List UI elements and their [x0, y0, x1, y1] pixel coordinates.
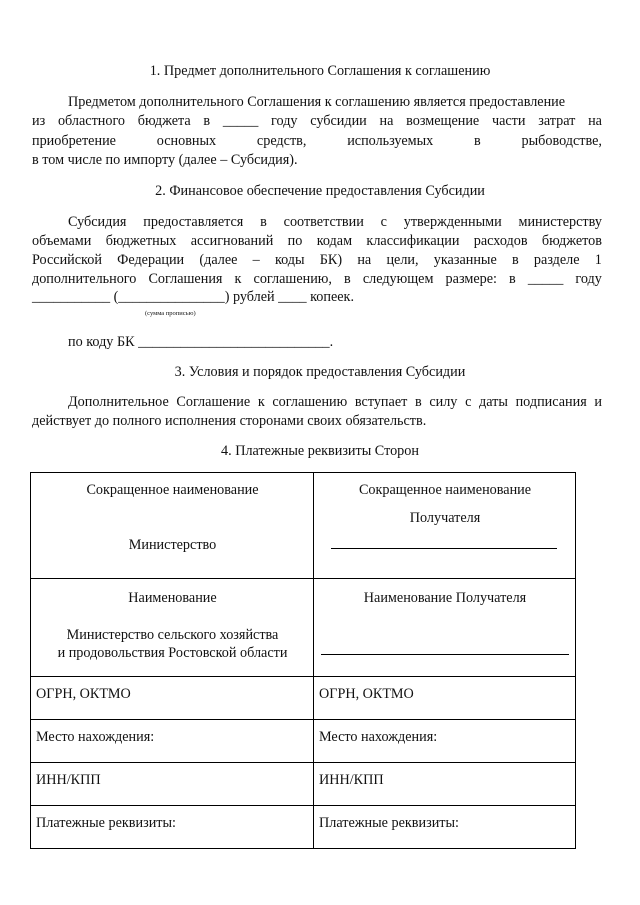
section-2-paragraph-line-1	[68, 213, 602, 231]
word: кодам	[316, 233, 353, 249]
word: в	[344, 271, 351, 287]
word: субсидии	[310, 113, 367, 129]
name-value-line-1: Министерство сельского хозяйства	[66, 627, 279, 643]
word: –	[252, 252, 260, 268]
word: Российской	[32, 252, 102, 268]
recipient-short-name-label: Сокращенное наименование	[358, 482, 532, 498]
section-3-heading: 3. Условия и порядок предоставления Субсидии	[174, 364, 466, 380]
word: по	[287, 233, 303, 249]
payment-details-table	[30, 472, 576, 849]
word: БК)	[319, 252, 343, 268]
section-3-paragraph-line-2: действует до полного исполнения сторонами своих обязательств.	[32, 413, 427, 429]
word: году	[575, 271, 602, 287]
table-row	[31, 763, 576, 806]
section-2-paragraph-line-2	[32, 232, 602, 250]
table-cell-right-name	[314, 579, 576, 677]
word: в	[260, 214, 267, 230]
table-row	[31, 579, 576, 677]
table-row	[31, 806, 576, 849]
word: Соглашение	[176, 394, 251, 410]
word: даты	[479, 394, 508, 410]
word: ассигнований	[190, 233, 274, 249]
word: в	[512, 252, 519, 268]
section-1-paragraph-line-1: Предметом дополнительного Соглашения к соглашению является предоставление	[68, 94, 566, 110]
word: средств,	[256, 133, 307, 149]
location-label-left: Место нахождения:	[36, 729, 155, 745]
word: дополнительного	[32, 271, 137, 287]
section-2-amount-line: ___________ (_______________) рублей ____ копеек.	[32, 289, 354, 305]
word: основных	[156, 133, 217, 149]
word: утвержденными	[403, 214, 502, 230]
word: бюджетных	[105, 233, 177, 249]
recipient-short-name-label-2: Получателя	[409, 510, 481, 526]
word: части	[491, 113, 526, 129]
amount-in-words-note: (сумма прописью)	[145, 310, 196, 317]
name-label: Наименование	[128, 590, 217, 606]
word: в	[203, 113, 211, 129]
section-1-paragraph-line-3	[32, 132, 602, 150]
word: расходов	[473, 233, 528, 249]
table-row	[31, 720, 576, 763]
word: соглашению,	[253, 271, 332, 287]
table-cell-left-name	[31, 579, 314, 677]
word: соответствии	[283, 214, 364, 230]
word: с	[380, 214, 387, 230]
section-1-heading: 1. Предмет дополнительного Соглашения к соглашению	[149, 63, 491, 79]
inn-kpp-label-left: ИНН/КПП	[36, 772, 101, 788]
word: в	[414, 394, 422, 410]
word: из	[32, 113, 46, 129]
word: в	[474, 133, 481, 149]
table-cell-right-short-name	[314, 473, 576, 579]
section-4-heading: 4. Платежные реквизиты Сторон	[221, 443, 419, 459]
word: рыбоводстве,	[521, 133, 602, 149]
word: Субсидия	[68, 214, 127, 230]
word: соглашению	[272, 394, 348, 410]
word: с	[465, 394, 472, 410]
recipient-name-blank	[321, 654, 569, 655]
ogrn-oktmo-label-right: ОГРН, ОКТМО	[319, 686, 414, 702]
word: приобретение	[32, 133, 116, 149]
payment-details-label-right: Платежные реквизиты:	[319, 815, 459, 831]
word: бюджетов	[541, 233, 602, 249]
word: разделе	[533, 252, 580, 268]
word: возмещение	[406, 113, 480, 129]
word: силу	[429, 394, 458, 410]
word: размере:	[445, 271, 497, 287]
word: к	[234, 271, 242, 287]
table-row	[31, 473, 576, 579]
word: Соглашения	[148, 271, 223, 287]
section-1-paragraph-line-2	[32, 112, 602, 130]
word: предоставляется	[143, 214, 244, 230]
payment-details-label-left: Платежные реквизиты:	[36, 815, 176, 831]
ogrn-oktmo-label-left: ОГРН, ОКТМО	[36, 686, 131, 702]
kbk-line: по коду БК ___________________________.	[68, 334, 334, 350]
word: к	[257, 394, 265, 410]
location-label-right: Место нахождения:	[319, 729, 438, 745]
recipient-name-label: Наименование Получателя	[363, 590, 527, 606]
section-2-paragraph-line-3	[32, 251, 602, 269]
word: и	[594, 394, 602, 410]
name-value-line-2: и продовольствия Ростовской области	[57, 645, 288, 661]
recipient-short-name-blank	[331, 548, 557, 549]
word: на	[379, 113, 394, 129]
word: (далее	[199, 252, 238, 268]
section-1-paragraph-line-4: в том числе по импорту (далее – Субсидия).	[32, 152, 298, 168]
word: классификации	[366, 233, 460, 249]
word: цели,	[386, 252, 419, 268]
word: бюджета	[137, 113, 191, 129]
word: году	[271, 113, 298, 129]
word: в	[509, 271, 516, 287]
section-3-paragraph-line-1	[68, 393, 602, 411]
short-name-value: Министерство	[128, 537, 217, 553]
word: на	[357, 252, 372, 268]
word: областного	[57, 113, 126, 129]
short-name-label: Сокращенное наименование	[86, 482, 259, 498]
word: _____	[222, 113, 259, 129]
word: следующем	[362, 271, 434, 287]
section-2-heading: 2. Финансовое обеспечение предоставления Субсидии	[155, 183, 485, 199]
word: Дополнительное	[68, 394, 169, 410]
word: _____	[527, 271, 564, 287]
word: на	[588, 113, 602, 129]
word: используемых	[347, 133, 434, 149]
word: министерству	[518, 214, 602, 230]
word: объемами	[32, 233, 92, 249]
word: подписания	[515, 394, 587, 410]
word: затрат	[538, 113, 576, 129]
table-cell-left-short-name	[31, 473, 314, 579]
inn-kpp-label-right: ИНН/КПП	[319, 772, 384, 788]
word: 1	[594, 252, 602, 268]
word: указанные	[433, 252, 497, 268]
word: вступает	[354, 394, 408, 410]
word: Федерации	[117, 252, 185, 268]
word: коды	[274, 252, 305, 268]
table-row	[31, 677, 576, 720]
section-2-paragraph-line-4	[32, 270, 602, 288]
